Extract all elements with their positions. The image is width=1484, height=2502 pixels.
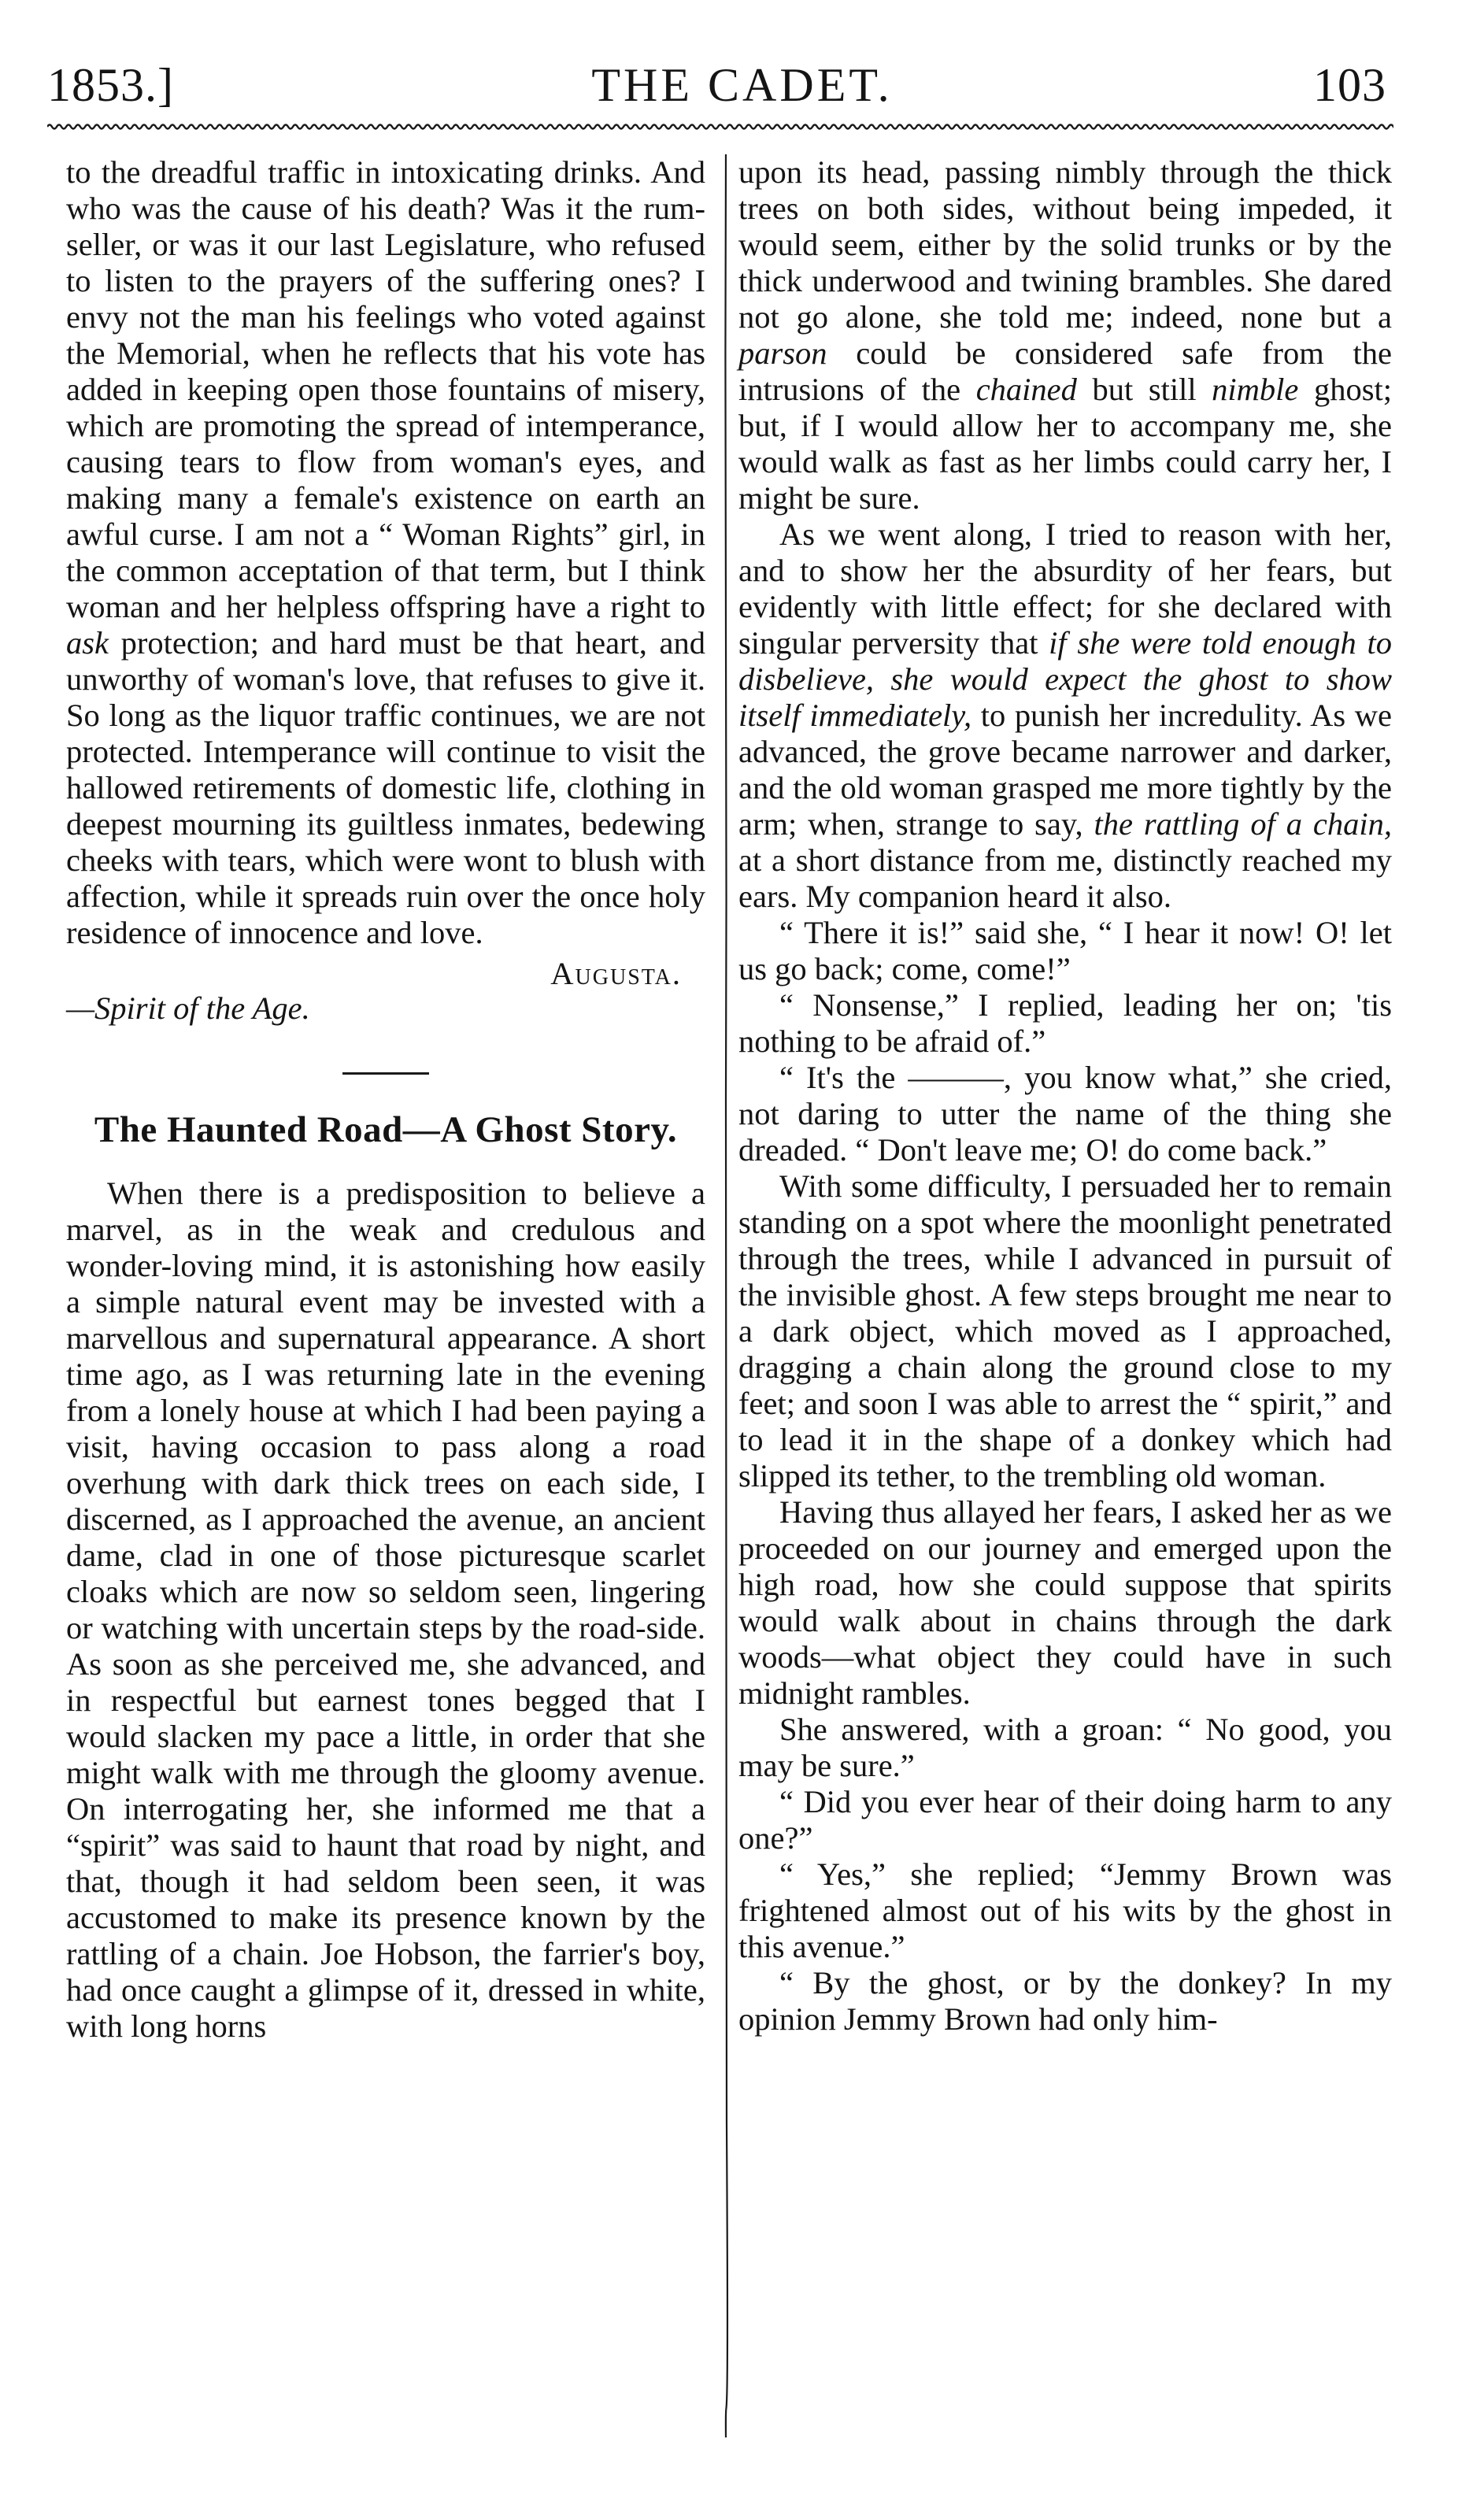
story-paragraph: When there is a predisposition to believe a marvel, as in the weak and credulous and wonder-loving mind, it is astonishing how easily a simple natural event may be invested with a marvellous and supernatural appearance. A short time ago, as I was returning late in the evening from a lonely house at which I had been paying a visit, having occasion to pass along a road overhung with dark thick trees on each side, I discerned, as I approached the avenue, an ancient dame, clad in one of those picturesque scarlet cloaks which are now so seldom seen, lingering or watching with uncertain steps by the road-side. As soon as she perceived me, she advanced, and in respectful but earnest tones begged that I would slacken my pace a little, in order that she might walk with me through the gloomy avenue. On interrogating her, she informed me that a “spirit” was said to haunt that road by night, and that, though it had seldom been seen, it was accustomed to make its presence known by the rattling of a chain. Joe Hobson, the farrier's boy, had once caught a glimpse of it, dressed in white, with long horns	[66, 1175, 705, 2044]
left-column	[66, 154, 705, 2045]
page-number: 103	[1313, 59, 1386, 111]
dialogue-paragraph: “ There it is!” said she, “ I hear it now! O! let us go back; come, come!”	[738, 915, 1392, 986]
story-title: The Haunted Road—A Ghost Story.	[94, 1109, 678, 1150]
header-year: 1853.]	[47, 59, 174, 111]
source-attribution: —Spirit of the Age.	[66, 990, 310, 1026]
dialogue-paragraph: “ Yes,” she replied; “Jemmy Brown was frightened almost out of his wits by the ghost in this avenue.”	[738, 1856, 1392, 1964]
masthead-title: THE CADET.	[591, 59, 893, 111]
signature: Augusta.	[550, 956, 682, 991]
story-paragraph: upon its head, passing nimbly through the thick trees on both sides, without being impeded, it would seem, either by the solid trunks or by the thick underwood and twining brambles. She dared not go alone, she told me; indeed, none but a parson could be considered safe from the intrusions of the chained but still nimble ghost; but, if I would allow her to accompany me, she would walk as fast as her limbs could carry her, I might be sure.	[738, 154, 1392, 516]
right-column	[738, 154, 1392, 2038]
column-divider	[722, 154, 730, 2437]
story-paragraph: Having thus allayed her fears, I asked her as we proceeded on our journey and emerged upon the high road, how she could suppose that spirits would walk about in chains through the dark woods—what object they could have in such midnight rambles.	[738, 1494, 1392, 1711]
story-paragraph: As we went along, I tried to reason with her, and to show her the absurdity of her fears, but evidently with little effect; for she declared with singular perversity that if she were told enough to disbelieve, she would expect the ghost to show itself immediately, to punish her incredulity. As we advanced, the grove became narrower and darker, and the old woman grasped me more tightly by the arm; when, strange to say, the rattling of a chain, at a short distance from me, distinctly reached my ears. My companion heard it also.	[738, 516, 1392, 914]
dialogue-paragraph: “ Nonsense,” I replied, leading her on; 'tis nothing to be afraid of.”	[738, 987, 1392, 1059]
dialogue-paragraph: “ By the ghost, or by the donkey? In my opinion Jemmy Brown had only him-	[738, 1965, 1392, 2037]
header-wavy-rule	[47, 121, 1393, 132]
story-paragraph: With some difficulty, I persuaded her to remain standing on a spot where the moonlight penetrated through the trees, while I advanced in pursuit of the invisible ghost. A few steps brought me near to a dark object, which moved as I approached, dragging a chain along the ground close to my feet; and soon I was able to arrest the “ spirit,” and to lead it in the shape of a donkey which had slipped its tether, to the trembling old woman.	[738, 1168, 1392, 1493]
dialogue-paragraph: She answered, with a groan: “ No good, you may be sure.”	[738, 1712, 1392, 1783]
dialogue-paragraph: “ It's the ———, you know what,” she cried, not daring to utter the name of the thing she dreaded. “ Don't leave me; O! do come back.”	[738, 1060, 1392, 1168]
section-divider	[342, 1072, 429, 1075]
article-continuation: to the dreadful traffic in intoxicating drinks. And who was the cause of his death? Was it the rum-seller, or was it our last Legislature, who refused to listen to the prayers of the suffering ones? I envy not the man his feelings who voted against the Memorial, when he reflects that his vote has added in keeping open those fountains of misery, which are promoting the spread of intemperance, causing tears to flow from woman's eyes, and making many a female's existence on earth an awful curse. I am not a “ Woman Rights” girl, in the common acceptation of that term, but I think woman and her helpless offspring have a right to ask protection; and hard must be that heart, and unworthy of woman's love, that refuses to give it. So long as the liquor traffic continues, we are not protected. Intemperance will continue to visit the hallowed retirements of domestic life, clothing in deepest mourning its guiltless inmates, bedewing cheeks with tears, which were wont to blush with affection, while it spreads ruin over the once holy residence of innocence and love.	[66, 154, 705, 950]
dialogue-paragraph: “ Did you ever hear of their doing harm to any one?”	[738, 1784, 1392, 1856]
